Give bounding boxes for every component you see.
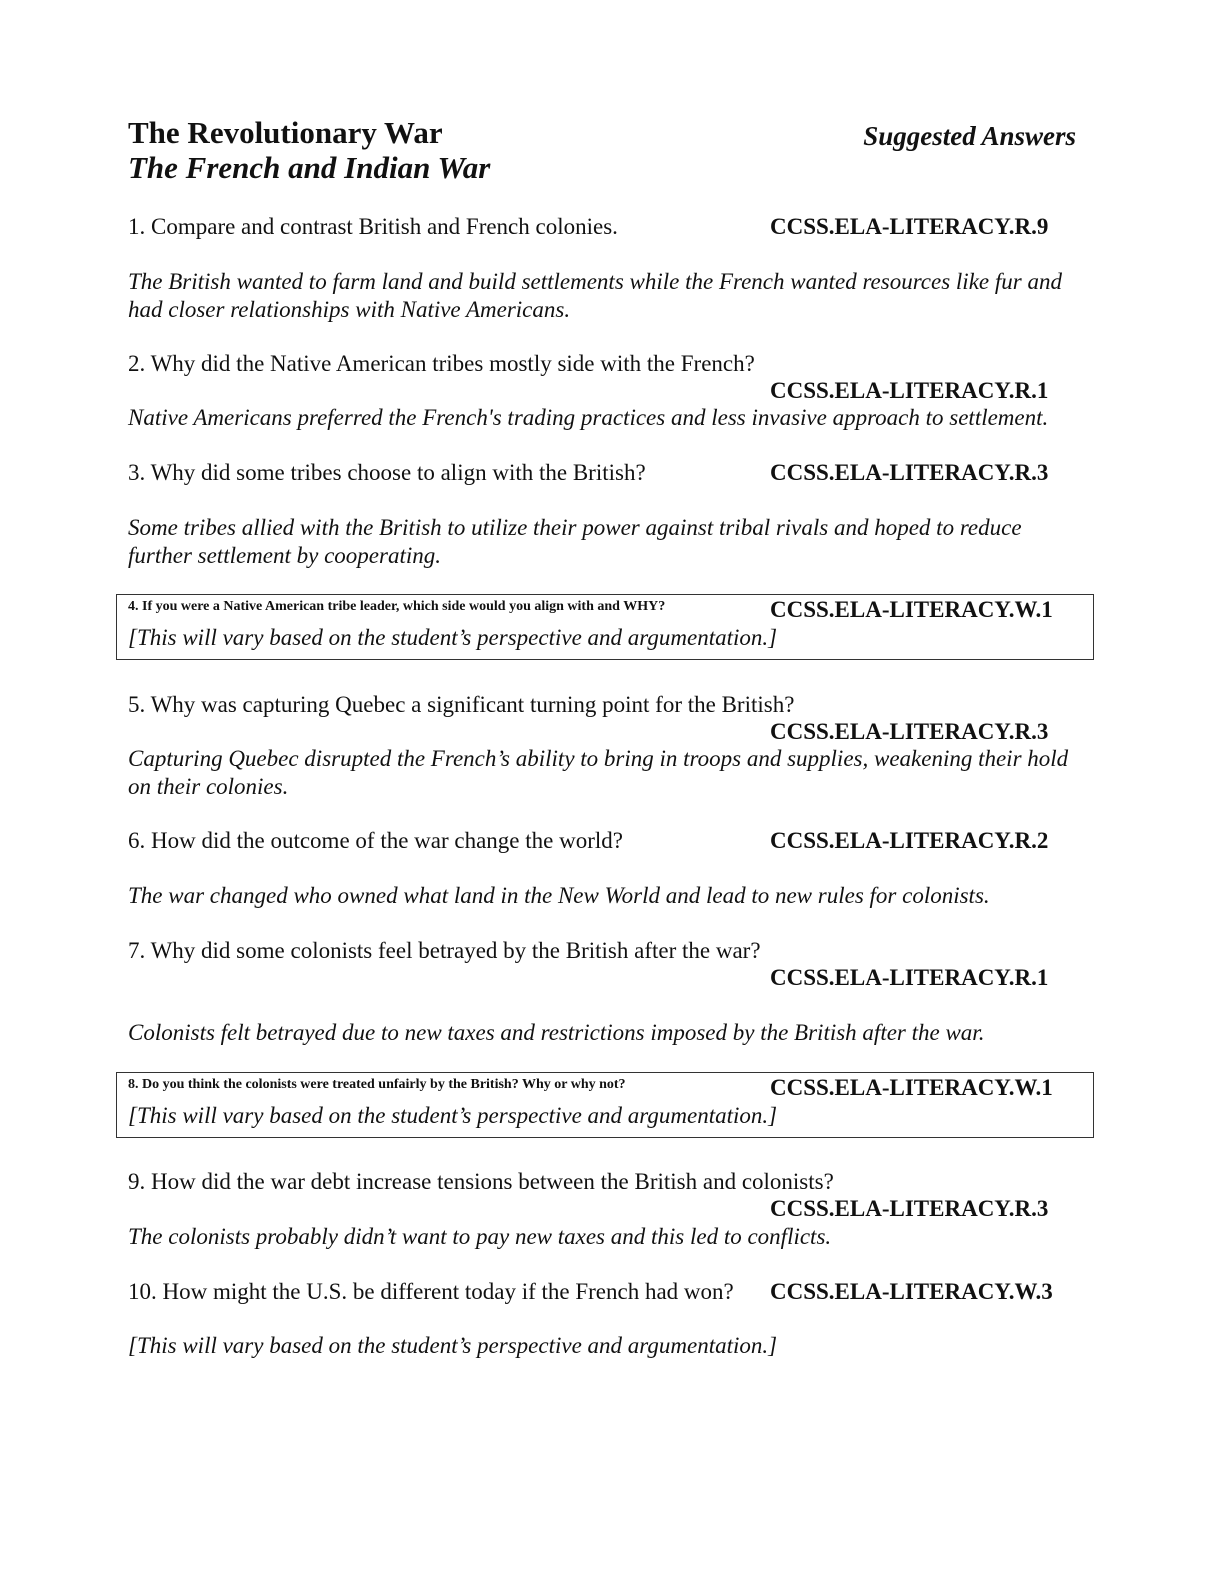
- suggested-answers-label: Suggested Answers: [863, 121, 1076, 151]
- answer-8: [This will vary based on the student’s perspective and argumentation.]: [128, 1103, 778, 1128]
- answer-5: Capturing Quebec disrupted the French’s ability to bring in troops and supplies, weakening their hold on their colonies.: [128, 746, 1069, 799]
- question-7: 7. Why did some colonists feel betrayed by the British after the war?: [128, 938, 761, 963]
- question-8: 8. Do you think the colonists were treated unfairly by the British? Why or why not?: [128, 1077, 626, 1092]
- question-4: 4. If you were a Native American tribe leader, which side would you align with and WHY?: [128, 599, 666, 614]
- question-8-box: [116, 1072, 1094, 1138]
- answer-3: Some tribes allied with the British to utilize their power against tribal rivals and hoped to reduce further settlement by cooperating.: [128, 515, 1022, 568]
- answer-10: [This will vary based on the student’s perspective and argumentation.]: [128, 1333, 778, 1358]
- answer-2: Native Americans preferred the French's trading practices and less invasive approach to settlement.: [128, 405, 1049, 430]
- page-subtitle: The French and Indian War: [128, 150, 491, 185]
- standard-code-9: CCSS.ELA-LITERACY.R.3: [770, 1196, 1049, 1221]
- standard-code-3: CCSS.ELA-LITERACY.R.3: [770, 460, 1049, 485]
- question-2: 2. Why did the Native American tribes mostly side with the French?: [128, 351, 755, 376]
- answer-7: Colonists felt betrayed due to new taxes and restrictions imposed by the British after the war.: [128, 1020, 985, 1045]
- page-title: The Revolutionary War: [128, 115, 443, 150]
- standard-code-8: CCSS.ELA-LITERACY.W.1: [770, 1075, 1053, 1100]
- standard-code-7: CCSS.ELA-LITERACY.R.1: [770, 965, 1049, 990]
- question-5: 5. Why was capturing Quebec a significant turning point for the British?: [128, 692, 795, 717]
- question-4-box: [116, 594, 1094, 660]
- question-3: 3. Why did some tribes choose to align with the British?: [128, 460, 646, 485]
- question-9: 9. How did the war debt increase tensions between the British and colonists?: [128, 1169, 834, 1194]
- answer-9: The colonists probably didn’t want to pay new taxes and this led to conflicts.: [128, 1224, 832, 1249]
- standard-code-6: CCSS.ELA-LITERACY.R.2: [770, 828, 1049, 853]
- standard-code-4: CCSS.ELA-LITERACY.W.1: [770, 597, 1053, 622]
- standard-code-1: CCSS.ELA-LITERACY.R.9: [770, 214, 1049, 239]
- standard-code-10: CCSS.ELA-LITERACY.W.3: [770, 1279, 1053, 1304]
- answer-6: The war changed who owned what land in the New World and lead to new rules for colonists.: [128, 883, 990, 908]
- answer-4: [This will vary based on the student’s perspective and argumentation.]: [128, 625, 778, 650]
- standard-code-2: CCSS.ELA-LITERACY.R.1: [770, 378, 1049, 403]
- question-6: 6. How did the outcome of the war change the world?: [128, 828, 623, 853]
- question-1: 1. Compare and contrast British and French colonies.: [128, 214, 618, 239]
- standard-code-5: CCSS.ELA-LITERACY.R.3: [770, 719, 1049, 744]
- question-10: 10. How might the U.S. be different today if the French had won?: [128, 1279, 734, 1304]
- answer-1: The British wanted to farm land and build settlements while the French wanted resources like fur and had closer relationships with Native Americans.: [128, 269, 1062, 322]
